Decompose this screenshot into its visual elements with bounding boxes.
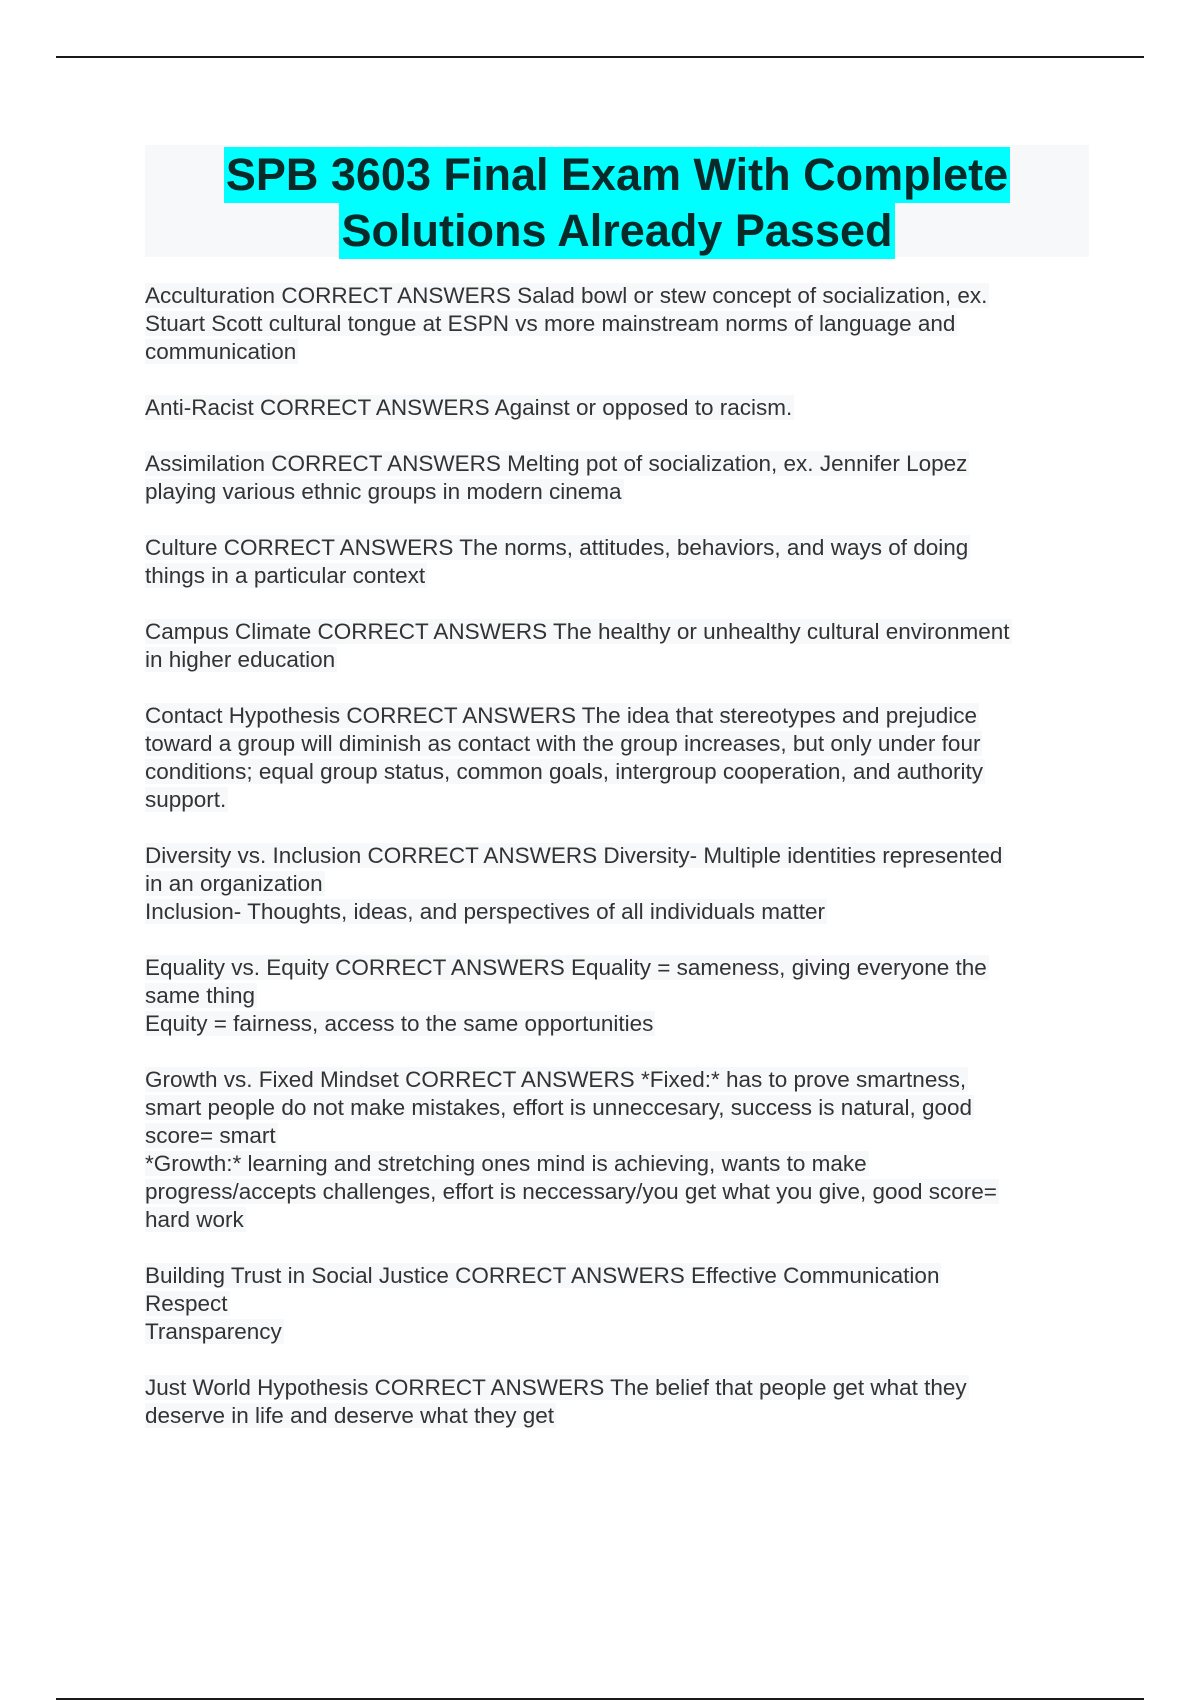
answer-entry — [145, 702, 1089, 814]
answer-text: in higher education — [145, 647, 336, 672]
answer-text: things in a particular context — [145, 563, 426, 588]
answer-line — [145, 982, 1089, 1010]
answer-text: progress/accepts challenges, effort is neccessary/you get what you give, good score= — [145, 1179, 997, 1204]
answer-line — [145, 1206, 1089, 1234]
answer-text: Inclusion- Thoughts, ideas, and perspectives of all individuals matter — [145, 899, 825, 924]
answer-text: conditions; equal group status, common goals, intergroup cooperation, and authority — [145, 759, 984, 784]
answer-line — [145, 282, 1089, 310]
answer-text: Equality vs. Equity CORRECT ANSWERS Equality = sameness, giving everyone the — [145, 955, 987, 980]
answer-text: *Growth:* learning and stretching ones mind is achieving, wants to make — [145, 1151, 867, 1176]
answer-text: in an organization — [145, 871, 323, 896]
answer-text: Stuart Scott cultural tongue at ESPN vs more mainstream norms of language and — [145, 311, 956, 336]
answer-line — [145, 898, 1089, 926]
answer-text: Equity = fairness, access to the same opportunities — [145, 1011, 654, 1036]
answer-text: Culture CORRECT ANSWERS The norms, attitudes, behaviors, and ways of doing — [145, 535, 969, 560]
answer-text: score= smart — [145, 1123, 276, 1148]
answer-text: Respect — [145, 1291, 228, 1316]
answer-text: Transparency — [145, 1319, 282, 1344]
answer-line — [145, 758, 1089, 786]
answer-line — [145, 1122, 1089, 1150]
answer-line — [145, 338, 1089, 366]
answer-text: toward a group will diminish as contact with the group increases, but only under four — [145, 731, 981, 756]
answer-line — [145, 310, 1089, 338]
answer-entry — [145, 450, 1089, 506]
answer-line — [145, 870, 1089, 898]
answer-entry — [145, 282, 1089, 366]
answer-line — [145, 1318, 1089, 1346]
answer-text: playing various ethnic groups in modern cinema — [145, 479, 622, 504]
answer-text: Diversity vs. Inclusion CORRECT ANSWERS Diversity- Multiple identities represented — [145, 843, 1003, 868]
answer-text: communication — [145, 339, 297, 364]
title-line-1: SPB 3603 Final Exam With Complete — [224, 147, 1010, 203]
answer-entry — [145, 394, 1089, 422]
answer-line — [145, 618, 1089, 646]
answer-text: deserve in life and deserve what they get — [145, 1403, 554, 1428]
answer-line — [145, 478, 1089, 506]
answer-line — [145, 702, 1089, 730]
answer-line — [145, 842, 1089, 870]
answer-line — [145, 646, 1089, 674]
answer-text: Assimilation CORRECT ANSWERS Melting pot of socialization, ex. Jennifer Lopez — [145, 451, 968, 476]
answer-text: Acculturation CORRECT ANSWERS Salad bowl or stew concept of socialization, ex. — [145, 283, 988, 308]
answer-entry — [145, 618, 1089, 674]
answer-entry — [145, 1374, 1089, 1430]
answer-entry — [145, 1066, 1089, 1234]
answer-text: Growth vs. Fixed Mindset CORRECT ANSWERS *Fixed:* has to prove smartness, — [145, 1067, 967, 1092]
document-title — [145, 145, 1089, 257]
answer-line — [145, 730, 1089, 758]
answer-line — [145, 786, 1089, 814]
answer-text: Just World Hypothesis CORRECT ANSWERS The belief that people get what they — [145, 1375, 967, 1400]
answer-line — [145, 1290, 1089, 1318]
answer-line — [145, 394, 1089, 422]
answer-text: same thing — [145, 983, 256, 1008]
answer-line — [145, 1402, 1089, 1430]
answer-line — [145, 1374, 1089, 1402]
answer-text: Contact Hypothesis CORRECT ANSWERS The idea that stereotypes and prejudice — [145, 703, 978, 728]
answer-text: Anti-Racist CORRECT ANSWERS Against or opposed to racism. — [145, 395, 793, 420]
answer-entry — [145, 1262, 1089, 1346]
answer-line — [145, 534, 1089, 562]
answer-line — [145, 450, 1089, 478]
top-rule — [56, 56, 1144, 58]
answer-line — [145, 954, 1089, 982]
answer-line — [145, 1066, 1089, 1094]
answer-text: smart people do not make mistakes, effort is unneccesary, success is natural, good — [145, 1095, 973, 1120]
title-line-2: Solutions Already Passed — [339, 203, 894, 259]
answer-line — [145, 562, 1089, 590]
answer-line — [145, 1178, 1089, 1206]
answer-list — [145, 282, 1089, 1458]
answer-entry — [145, 534, 1089, 590]
answer-line — [145, 1150, 1089, 1178]
answer-line — [145, 1010, 1089, 1038]
answer-entry — [145, 954, 1089, 1038]
answer-line — [145, 1094, 1089, 1122]
answer-text: hard work — [145, 1207, 244, 1232]
answer-line — [145, 1262, 1089, 1290]
answer-entry — [145, 842, 1089, 926]
answer-text: support. — [145, 787, 227, 812]
answer-text: Campus Climate CORRECT ANSWERS The healthy or unhealthy cultural environment — [145, 619, 1010, 644]
answer-text: Building Trust in Social Justice CORRECT ANSWERS Effective Communication — [145, 1263, 940, 1288]
